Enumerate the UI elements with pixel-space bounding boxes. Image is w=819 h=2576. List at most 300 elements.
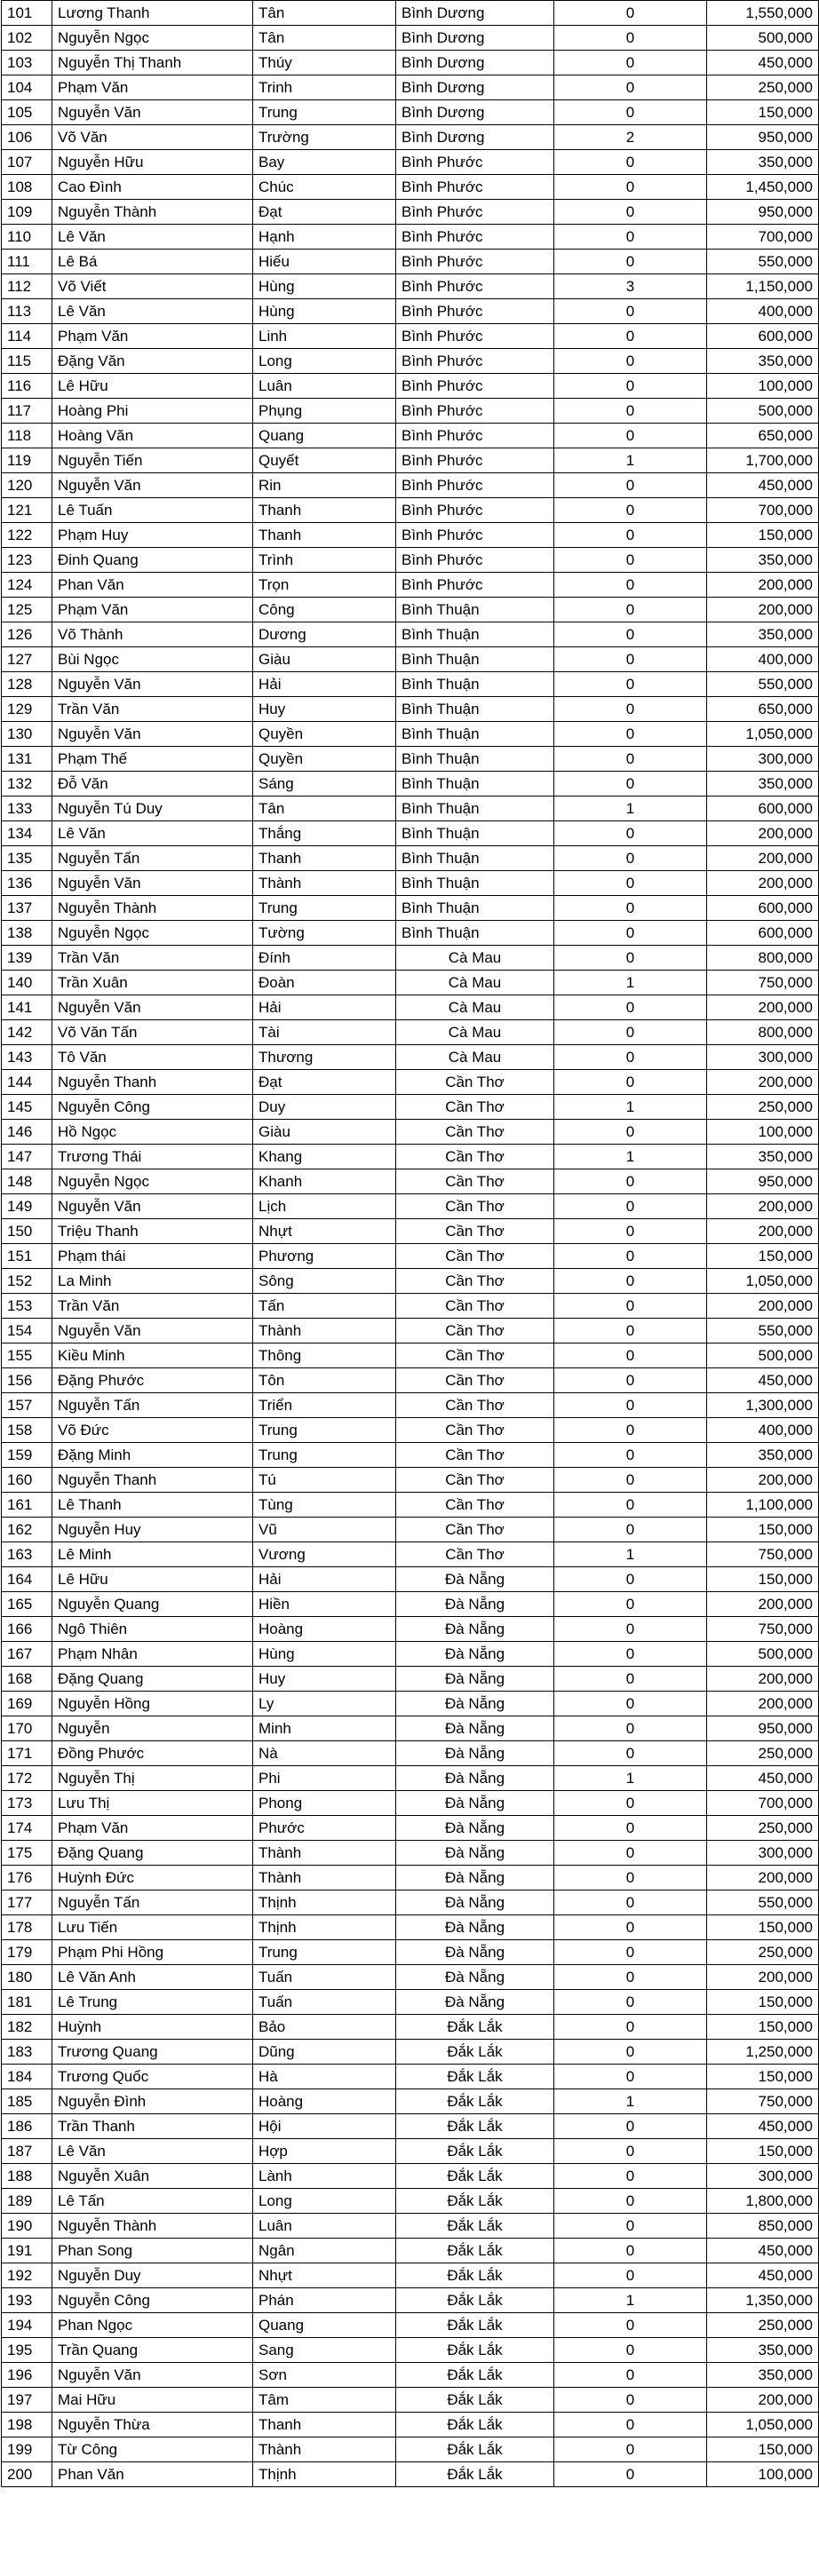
cell-province: Cà Mau bbox=[396, 1045, 554, 1070]
cell-given-name: Tuấn bbox=[253, 1965, 396, 1990]
cell-family-name: Lê Văn Anh bbox=[52, 1965, 253, 1990]
cell-given-name: Long bbox=[253, 349, 396, 374]
cell-amount: 600,000 bbox=[707, 797, 819, 821]
table-row bbox=[2, 1145, 819, 1169]
cell-count: 1 bbox=[554, 1542, 707, 1567]
cell-index: 146 bbox=[2, 1120, 52, 1145]
cell-count: 0 bbox=[554, 51, 707, 75]
spreadsheet-table bbox=[1, 0, 819, 2487]
cell-province: Đắk Lắk bbox=[396, 2437, 554, 2462]
cell-family-name: Võ Văn Tấn bbox=[52, 1020, 253, 1045]
cell-count: 0 bbox=[554, 946, 707, 971]
table-row bbox=[2, 200, 819, 225]
table-row bbox=[2, 473, 819, 498]
cell-index: 125 bbox=[2, 598, 52, 622]
cell-given-name: Thịnh bbox=[253, 1915, 396, 1940]
cell-index: 154 bbox=[2, 1319, 52, 1343]
cell-given-name: Trung bbox=[253, 1940, 396, 1965]
cell-count: 0 bbox=[554, 747, 707, 772]
table-row bbox=[2, 1766, 819, 1791]
cell-given-name: Tài bbox=[253, 1020, 396, 1045]
cell-index: 168 bbox=[2, 1667, 52, 1692]
cell-amount: 550,000 bbox=[707, 250, 819, 274]
cell-given-name: Quang bbox=[253, 2313, 396, 2338]
cell-family-name: Huỳnh Đức bbox=[52, 1866, 253, 1890]
cell-family-name: Nguyễn Thành bbox=[52, 2214, 253, 2239]
cell-index: 185 bbox=[2, 2089, 52, 2114]
cell-given-name: Thúy bbox=[253, 51, 396, 75]
cell-given-name: Thịnh bbox=[253, 1890, 396, 1915]
cell-count: 0 bbox=[554, 1468, 707, 1493]
cell-family-name: Phạm Văn bbox=[52, 598, 253, 622]
cell-given-name: Tấn bbox=[253, 1294, 396, 1319]
cell-province: Bình Phước bbox=[396, 473, 554, 498]
cell-province: Đà Nẵng bbox=[396, 1890, 554, 1915]
cell-amount: 500,000 bbox=[707, 26, 819, 51]
cell-province: Bình Phước bbox=[396, 200, 554, 225]
cell-given-name: Thành bbox=[253, 1841, 396, 1866]
cell-family-name: Nguyễn Tấn bbox=[52, 1393, 253, 1418]
cell-province: Đà Nẵng bbox=[396, 1866, 554, 1890]
cell-family-name: Phạm Nhân bbox=[52, 1642, 253, 1667]
table-row bbox=[2, 1244, 819, 1269]
cell-family-name: Hoàng Phi bbox=[52, 399, 253, 424]
table-row bbox=[2, 1045, 819, 1070]
cell-given-name: Tuấn bbox=[253, 1990, 396, 2015]
cell-family-name: Nguyễn Văn bbox=[52, 1319, 253, 1343]
cell-province: Bình Phước bbox=[396, 424, 554, 448]
cell-amount: 700,000 bbox=[707, 498, 819, 523]
table-row bbox=[2, 2313, 819, 2338]
cell-amount: 1,350,000 bbox=[707, 2288, 819, 2313]
cell-index: 106 bbox=[2, 125, 52, 150]
cell-family-name: Phạm thái bbox=[52, 1244, 253, 1269]
cell-family-name: Lê Tuấn bbox=[52, 498, 253, 523]
cell-family-name: Đặng Văn bbox=[52, 349, 253, 374]
cell-amount: 800,000 bbox=[707, 946, 819, 971]
cell-index: 119 bbox=[2, 448, 52, 473]
cell-amount: 500,000 bbox=[707, 399, 819, 424]
cell-amount: 450,000 bbox=[707, 473, 819, 498]
table-row bbox=[2, 1741, 819, 1766]
cell-province: Bình Phước bbox=[396, 374, 554, 399]
cell-index: 181 bbox=[2, 1990, 52, 2015]
cell-index: 141 bbox=[2, 995, 52, 1020]
cell-index: 145 bbox=[2, 1095, 52, 1120]
cell-family-name: Nguyễn Duy bbox=[52, 2263, 253, 2288]
cell-count: 0 bbox=[554, 1343, 707, 1368]
cell-given-name: Hùng bbox=[253, 1642, 396, 1667]
cell-index: 184 bbox=[2, 2065, 52, 2089]
table-row bbox=[2, 1542, 819, 1567]
cell-count: 1 bbox=[554, 2089, 707, 2114]
cell-count: 1 bbox=[554, 1766, 707, 1791]
cell-count: 0 bbox=[554, 2239, 707, 2263]
cell-amount: 100,000 bbox=[707, 374, 819, 399]
cell-given-name: Thương bbox=[253, 1045, 396, 1070]
cell-given-name: Trung bbox=[253, 100, 396, 125]
table-row bbox=[2, 1194, 819, 1219]
cell-given-name: Tôn bbox=[253, 1368, 396, 1393]
cell-province: Bình Phước bbox=[396, 299, 554, 324]
cell-amount: 150,000 bbox=[707, 1244, 819, 1269]
cell-amount: 200,000 bbox=[707, 2388, 819, 2413]
cell-amount: 1,050,000 bbox=[707, 1269, 819, 1294]
cell-amount: 150,000 bbox=[707, 1915, 819, 1940]
cell-index: 147 bbox=[2, 1145, 52, 1169]
table-row bbox=[2, 1169, 819, 1194]
cell-given-name: Thịnh bbox=[253, 2462, 396, 2487]
cell-province: Đắk Lắk bbox=[396, 2313, 554, 2338]
cell-given-name: Phụng bbox=[253, 399, 396, 424]
cell-amount: 950,000 bbox=[707, 125, 819, 150]
cell-province: Bình Phước bbox=[396, 573, 554, 598]
table-row bbox=[2, 1592, 819, 1617]
cell-given-name: Linh bbox=[253, 324, 396, 349]
cell-amount: 950,000 bbox=[707, 1169, 819, 1194]
table-row bbox=[2, 1915, 819, 1940]
cell-province: Bình Thuận bbox=[396, 821, 554, 846]
cell-given-name: Trung bbox=[253, 1418, 396, 1443]
cell-given-name: Khang bbox=[253, 1145, 396, 1169]
table-row bbox=[2, 2388, 819, 2413]
cell-index: 161 bbox=[2, 1493, 52, 1518]
cell-count: 0 bbox=[554, 1890, 707, 1915]
cell-family-name: Lê Minh bbox=[52, 1542, 253, 1567]
cell-count: 0 bbox=[554, 1, 707, 26]
cell-amount: 450,000 bbox=[707, 2263, 819, 2288]
cell-amount: 150,000 bbox=[707, 523, 819, 548]
cell-family-name: Phan Văn bbox=[52, 2462, 253, 2487]
cell-province: Đà Nẵng bbox=[396, 1816, 554, 1841]
cell-count: 0 bbox=[554, 1020, 707, 1045]
cell-index: 142 bbox=[2, 1020, 52, 1045]
table-row bbox=[2, 2065, 819, 2089]
table-row bbox=[2, 324, 819, 349]
table-row bbox=[2, 51, 819, 75]
cell-amount: 650,000 bbox=[707, 697, 819, 722]
cell-given-name: Sông bbox=[253, 1269, 396, 1294]
table-row bbox=[2, 747, 819, 772]
cell-province: Bình Dương bbox=[396, 26, 554, 51]
cell-given-name: Tân bbox=[253, 797, 396, 821]
cell-family-name: Trần Xuân bbox=[52, 971, 253, 995]
table-row bbox=[2, 797, 819, 821]
cell-count: 0 bbox=[554, 1592, 707, 1617]
cell-province: Đà Nẵng bbox=[396, 1940, 554, 1965]
table-row bbox=[2, 1070, 819, 1095]
cell-family-name: Nguyễn Văn bbox=[52, 2363, 253, 2388]
cell-province: Đà Nẵng bbox=[396, 1617, 554, 1642]
cell-count: 0 bbox=[554, 697, 707, 722]
cell-index: 197 bbox=[2, 2388, 52, 2413]
cell-province: Bình Thuận bbox=[396, 672, 554, 697]
table-row bbox=[2, 125, 819, 150]
cell-province: Đà Nẵng bbox=[396, 1592, 554, 1617]
cell-index: 144 bbox=[2, 1070, 52, 1095]
cell-count: 0 bbox=[554, 349, 707, 374]
cell-given-name: Phán bbox=[253, 2288, 396, 2313]
cell-family-name: Nguyễn Văn bbox=[52, 100, 253, 125]
cell-province: Đà Nẵng bbox=[396, 1741, 554, 1766]
cell-amount: 1,300,000 bbox=[707, 1393, 819, 1418]
cell-count: 0 bbox=[554, 2388, 707, 2413]
cell-given-name: Thông bbox=[253, 1343, 396, 1368]
cell-amount: 150,000 bbox=[707, 1990, 819, 2015]
cell-family-name: Lương Thanh bbox=[52, 1, 253, 26]
cell-amount: 950,000 bbox=[707, 1716, 819, 1741]
cell-province: Đắk Lắk bbox=[396, 2114, 554, 2139]
table-row bbox=[2, 1791, 819, 1816]
cell-given-name: Vương bbox=[253, 1542, 396, 1567]
cell-count: 0 bbox=[554, 598, 707, 622]
cell-count: 0 bbox=[554, 1841, 707, 1866]
cell-amount: 200,000 bbox=[707, 1070, 819, 1095]
cell-province: Đắk Lắk bbox=[396, 2164, 554, 2189]
table-row bbox=[2, 946, 819, 971]
cell-family-name: Nguyễn Xuân bbox=[52, 2164, 253, 2189]
cell-given-name: Thành bbox=[253, 2437, 396, 2462]
cell-amount: 450,000 bbox=[707, 2114, 819, 2139]
table-row bbox=[2, 971, 819, 995]
cell-province: Cần Thơ bbox=[396, 1095, 554, 1120]
table-row bbox=[2, 424, 819, 448]
cell-count: 0 bbox=[554, 2214, 707, 2239]
cell-count: 0 bbox=[554, 324, 707, 349]
cell-index: 192 bbox=[2, 2263, 52, 2288]
cell-amount: 1,550,000 bbox=[707, 1, 819, 26]
cell-index: 109 bbox=[2, 200, 52, 225]
cell-count: 0 bbox=[554, 1667, 707, 1692]
cell-index: 131 bbox=[2, 747, 52, 772]
cell-given-name: Phương bbox=[253, 1244, 396, 1269]
cell-given-name: Công bbox=[253, 598, 396, 622]
cell-index: 137 bbox=[2, 896, 52, 921]
cell-index: 111 bbox=[2, 250, 52, 274]
cell-count: 0 bbox=[554, 821, 707, 846]
cell-family-name: Nguyễn Ngọc bbox=[52, 26, 253, 51]
cell-family-name: Nguyễn Thừa bbox=[52, 2413, 253, 2437]
cell-family-name: Từ Công bbox=[52, 2437, 253, 2462]
cell-province: Bình Phước bbox=[396, 523, 554, 548]
cell-index: 113 bbox=[2, 299, 52, 324]
cell-index: 103 bbox=[2, 51, 52, 75]
cell-family-name: Phan Văn bbox=[52, 573, 253, 598]
table-row bbox=[2, 1443, 819, 1468]
cell-province: Cần Thơ bbox=[396, 1418, 554, 1443]
cell-amount: 450,000 bbox=[707, 1368, 819, 1393]
table-row bbox=[2, 150, 819, 175]
cell-province: Đà Nẵng bbox=[396, 1766, 554, 1791]
cell-amount: 1,450,000 bbox=[707, 175, 819, 200]
cell-family-name: Nguyễn Văn bbox=[52, 995, 253, 1020]
cell-province: Đà Nẵng bbox=[396, 1692, 554, 1716]
cell-given-name: Hoàng bbox=[253, 2089, 396, 2114]
cell-province: Cần Thơ bbox=[396, 1393, 554, 1418]
cell-count: 1 bbox=[554, 2288, 707, 2313]
table-row bbox=[2, 1343, 819, 1368]
cell-count: 0 bbox=[554, 1965, 707, 1990]
cell-province: Bình Dương bbox=[396, 100, 554, 125]
cell-index: 193 bbox=[2, 2288, 52, 2313]
cell-index: 138 bbox=[2, 921, 52, 946]
cell-province: Bình Phước bbox=[396, 274, 554, 299]
cell-given-name: Đính bbox=[253, 946, 396, 971]
cell-index: 134 bbox=[2, 821, 52, 846]
table-row bbox=[2, 821, 819, 846]
cell-index: 198 bbox=[2, 2413, 52, 2437]
table-row bbox=[2, 2114, 819, 2139]
cell-given-name: Thanh bbox=[253, 523, 396, 548]
cell-count: 0 bbox=[554, 1070, 707, 1095]
cell-count: 0 bbox=[554, 2015, 707, 2040]
cell-family-name: Lê Tấn bbox=[52, 2189, 253, 2214]
cell-province: Cần Thơ bbox=[396, 1194, 554, 1219]
table-row bbox=[2, 1518, 819, 1542]
cell-family-name: Nguyễn Thị bbox=[52, 1766, 253, 1791]
table-row bbox=[2, 299, 819, 324]
cell-given-name: Hiền bbox=[253, 1592, 396, 1617]
table-row bbox=[2, 1816, 819, 1841]
cell-index: 126 bbox=[2, 622, 52, 647]
cell-count: 0 bbox=[554, 1716, 707, 1741]
cell-province: Đà Nẵng bbox=[396, 1791, 554, 1816]
cell-amount: 200,000 bbox=[707, 1468, 819, 1493]
cell-count: 0 bbox=[554, 1244, 707, 1269]
cell-province: Cà Mau bbox=[396, 971, 554, 995]
cell-province: Bình Thuận bbox=[396, 647, 554, 672]
cell-index: 110 bbox=[2, 225, 52, 250]
cell-index: 177 bbox=[2, 1890, 52, 1915]
cell-family-name: Nguyễn Văn bbox=[52, 672, 253, 697]
cell-count: 0 bbox=[554, 1692, 707, 1716]
cell-index: 107 bbox=[2, 150, 52, 175]
cell-amount: 700,000 bbox=[707, 1791, 819, 1816]
cell-amount: 200,000 bbox=[707, 573, 819, 598]
table-row bbox=[2, 1965, 819, 1990]
table-row bbox=[2, 722, 819, 747]
cell-count: 0 bbox=[554, 871, 707, 896]
cell-given-name: Ngân bbox=[253, 2239, 396, 2263]
cell-amount: 150,000 bbox=[707, 2437, 819, 2462]
cell-count: 3 bbox=[554, 274, 707, 299]
cell-index: 112 bbox=[2, 274, 52, 299]
cell-count: 1 bbox=[554, 448, 707, 473]
cell-given-name: Thắng bbox=[253, 821, 396, 846]
cell-family-name: Trần Văn bbox=[52, 697, 253, 722]
cell-count: 0 bbox=[554, 1642, 707, 1667]
cell-index: 153 bbox=[2, 1294, 52, 1319]
cell-amount: 750,000 bbox=[707, 2089, 819, 2114]
cell-amount: 200,000 bbox=[707, 598, 819, 622]
cell-province: Bình Phước bbox=[396, 324, 554, 349]
table-row bbox=[2, 2089, 819, 2114]
cell-given-name: Tân bbox=[253, 26, 396, 51]
cell-count: 0 bbox=[554, 647, 707, 672]
cell-given-name: Huy bbox=[253, 1667, 396, 1692]
cell-province: Cần Thơ bbox=[396, 1145, 554, 1169]
cell-amount: 250,000 bbox=[707, 1816, 819, 1841]
cell-index: 116 bbox=[2, 374, 52, 399]
cell-amount: 300,000 bbox=[707, 747, 819, 772]
cell-amount: 1,700,000 bbox=[707, 448, 819, 473]
cell-index: 175 bbox=[2, 1841, 52, 1866]
cell-family-name: Nguyễn Quang bbox=[52, 1592, 253, 1617]
cell-family-name: Triệu Thanh bbox=[52, 1219, 253, 1244]
cell-index: 140 bbox=[2, 971, 52, 995]
cell-given-name: Trinh bbox=[253, 75, 396, 100]
cell-province: Bình Thuận bbox=[396, 921, 554, 946]
cell-family-name: Tô Văn bbox=[52, 1045, 253, 1070]
cell-family-name: Mai Hữu bbox=[52, 2388, 253, 2413]
table-row bbox=[2, 1020, 819, 1045]
cell-amount: 250,000 bbox=[707, 1095, 819, 1120]
cell-amount: 550,000 bbox=[707, 1890, 819, 1915]
cell-given-name: Thanh bbox=[253, 498, 396, 523]
cell-count: 0 bbox=[554, 374, 707, 399]
table-row bbox=[2, 2239, 819, 2263]
cell-given-name: Hùng bbox=[253, 274, 396, 299]
cell-index: 187 bbox=[2, 2139, 52, 2164]
cell-province: Bình Phước bbox=[396, 349, 554, 374]
cell-amount: 150,000 bbox=[707, 2015, 819, 2040]
cell-amount: 600,000 bbox=[707, 896, 819, 921]
table-row bbox=[2, 75, 819, 100]
cell-given-name: Hạnh bbox=[253, 225, 396, 250]
cell-family-name: Nguyễn Tú Duy bbox=[52, 797, 253, 821]
cell-count: 0 bbox=[554, 299, 707, 324]
cell-amount: 800,000 bbox=[707, 1020, 819, 1045]
cell-count: 0 bbox=[554, 1393, 707, 1418]
cell-province: Cần Thơ bbox=[396, 1269, 554, 1294]
cell-index: 166 bbox=[2, 1617, 52, 1642]
cell-province: Bình Dương bbox=[396, 51, 554, 75]
table-row bbox=[2, 1617, 819, 1642]
cell-amount: 350,000 bbox=[707, 622, 819, 647]
cell-amount: 150,000 bbox=[707, 2065, 819, 2089]
cell-index: 150 bbox=[2, 1219, 52, 1244]
cell-count: 2 bbox=[554, 125, 707, 150]
cell-province: Bình Phước bbox=[396, 225, 554, 250]
table-row bbox=[2, 2437, 819, 2462]
cell-given-name: Giàu bbox=[253, 647, 396, 672]
table-row bbox=[2, 772, 819, 797]
cell-given-name: Trung bbox=[253, 896, 396, 921]
cell-amount: 200,000 bbox=[707, 871, 819, 896]
cell-family-name: Nguyễn Ngọc bbox=[52, 1169, 253, 1194]
cell-count: 0 bbox=[554, 2338, 707, 2363]
table-row bbox=[2, 647, 819, 672]
cell-index: 108 bbox=[2, 175, 52, 200]
cell-count: 0 bbox=[554, 399, 707, 424]
cell-given-name: Dương bbox=[253, 622, 396, 647]
cell-index: 158 bbox=[2, 1418, 52, 1443]
cell-family-name: Nguyễn Thành bbox=[52, 200, 253, 225]
cell-index: 139 bbox=[2, 946, 52, 971]
cell-province: Đắk Lắk bbox=[396, 2363, 554, 2388]
table-row bbox=[2, 1468, 819, 1493]
cell-province: Đà Nẵng bbox=[396, 1716, 554, 1741]
cell-count: 0 bbox=[554, 1617, 707, 1642]
table-row bbox=[2, 1642, 819, 1667]
cell-count: 0 bbox=[554, 2437, 707, 2462]
cell-count: 0 bbox=[554, 424, 707, 448]
cell-count: 0 bbox=[554, 2462, 707, 2487]
cell-count: 0 bbox=[554, 1319, 707, 1343]
cell-given-name: Hải bbox=[253, 995, 396, 1020]
cell-family-name: Đinh Quang bbox=[52, 548, 253, 573]
cell-family-name: Võ Thành bbox=[52, 622, 253, 647]
